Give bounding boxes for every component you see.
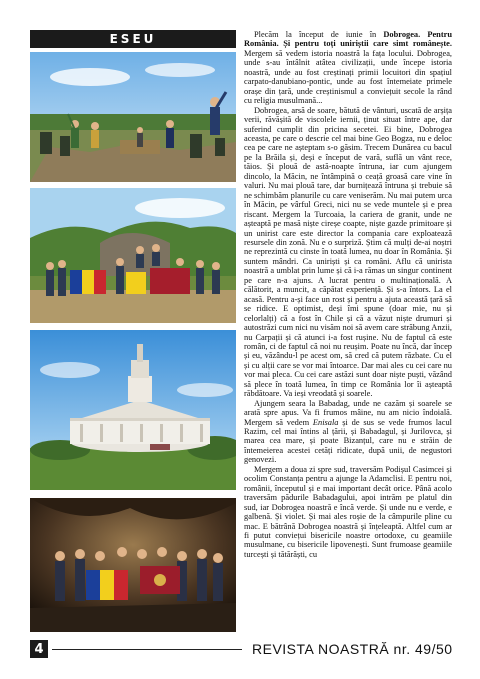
article-p1-bold-tagline: . Pentru România. Și pentru toți uniriștii care simt românește. xyxy=(244,30,452,49)
article-paragraph-4: Mergem a doua zi spre sud, traversăm Podișul Casimcei și ocolim Constanța pentru a ajunge la Adamclisi. E pentru noi, românii, începutul și e mai important decât orice. Până acolo traversăm pădurile Babadagului, apoi intrăm pe platul din sud, iar Dobrogea noastră e încă verde. Și unde nu e verde, e galbenă. Și violet. Și mai ales roșie de la câmpurile pline cu mac. E bătrână Dobrogea noastră și înțeleaptă. Altfel cum ar fi putut conviețui bisericile noastre ortodoxe, cu geamiile musulmane, cu bisericile lipovenești. Sunt frumoase geamiile turcești și tătărăști, cu xyxy=(244,464,452,559)
article-p3-a: Ajungem seara la Babadag, unde ne cazăm și soarele se arată spre apus. Va fi frumos mâine, nu am nicio îndoială. Mergem să vedem xyxy=(244,398,452,427)
article-p1-bold-dobrogea: Dobrogea xyxy=(383,30,419,39)
article-p1-rest: Mergem să vedem istoria noastră la fața locului. Dobrogea, unde s-au întâlnit atâtea civilizații, unde începe istoria noastră, unde au fost creștinați primii locuitori din spațiul carpato-danubiano-pontic, unde au fost întemeiate primele orașe din țară, unde creștinismul a conviețuit secole la rând cu religia musulmană... xyxy=(244,48,452,106)
photo-monument-image xyxy=(30,330,236,490)
photo-group-memorial-park xyxy=(30,52,236,182)
article-p3-b: și de sus se vede frumos lacul Razim, cel mai întins al țării, și Babadagul, și Jurilovca, și marea cea mare, și poate Bizanțul, care nu e străin de întemeierea acestei cetăți ridicate, după unii, de negustori genovezi. xyxy=(244,417,452,465)
magazine-title: REVISTA NOASTRĂ nr. 49/50 xyxy=(252,641,453,657)
article-paragraph-3 xyxy=(244,399,452,465)
photo-group-with-flags-rocks xyxy=(30,188,236,323)
section-label: ESEU xyxy=(109,32,157,46)
article-p1-intro: Plecăm la început de iunie în xyxy=(254,30,384,39)
page-number: 4 xyxy=(30,640,48,658)
article-paragraph-2: Dobrogea, arsă de soare, bătută de vânturi, uscată de arșița verii, răvășită de viscolele iernii, ținut situat între ape, dar suferind cumplit din pricina secetei. Ei bine, Dobrogea aceasta, pe care o descrie cel mai bine Geo Bogza, nu e deloc cea pe care ne așteptam s-o găsim. Trecem Dunărea cu bacul pe la Brăila și, deși e început de vară, suflă un vânt rece, tăios. Și plouă de astă-noapte întruna, iar cum ajungem dincolo, la Măcin, ne întâmpină o ceață groasă care vine în valuri. Nu mai plouă tare, dar burnițează întruna și trebuie să ne schimbăm planurile cu care veniserăm. Nu mai putem urca în Măcin, pe vârful Greci, nici nu se vede muntele și e prea riscant. Mergem la Turcoaia, la cariera de granit, unde ne așteaptă pe masă niște cireșe coapte, niște gazde primitoare și un unirist care este director la compania care exploatează resursele din zonă. Nu e o surpriză. Știm că mulți de-ai noștri ne reprezintă cu cinste în toată lumea, nu doar în România. Și suntem mândri. Ca uniriști și ca români. Aflu că unirista noastră a umblat prin lume și că i-a rămas un singur continent pe care n-a ajuns. A lucrat pentru o multinațională. A călătorit, a muncit, a căpătat experiență. Și s-a întors. La el acasă. Pentru a-și face un rost și pentru a ajuta această țară să se ridice. E optimist, deși îmi spune (doar mie, nu și celorlalți) că a fost în Chile și că a văzut niște drumuri și autostrăzi cum nici nu visăm noi să avem care străbung Anzii, nu Carpații și că atunci i-a fost rușine. Nu de faptul că este român, ci de faptul că noi nu reușim. Poate nu încă, dar încep și eu, văzându-l pe acest om, să cred că putem răzbate. Cu el și cu alții care se vor mai întoarce. Dar mai ales cu cei care nu vor mai pleca. Cu cei care astăzi sunt doar niște puști, văzând să plece în toată lumea, în timp ce România lor îi așteaptă răbdătoare. Va ieși vreodată și soarele. xyxy=(244,105,452,399)
photo-group-with-flags-rocks-image xyxy=(30,188,236,323)
footer-divider xyxy=(52,649,242,650)
photo-group-memorial-park-image xyxy=(30,52,236,182)
section-header xyxy=(30,30,236,48)
article-p3-italic-enisala: Enisala xyxy=(312,417,339,427)
photo-group-in-cave xyxy=(30,498,236,632)
article-paragraph-1 xyxy=(244,30,452,106)
article-text xyxy=(244,30,452,638)
photo-monument xyxy=(30,330,236,490)
photo-group-in-cave-image xyxy=(30,498,236,632)
